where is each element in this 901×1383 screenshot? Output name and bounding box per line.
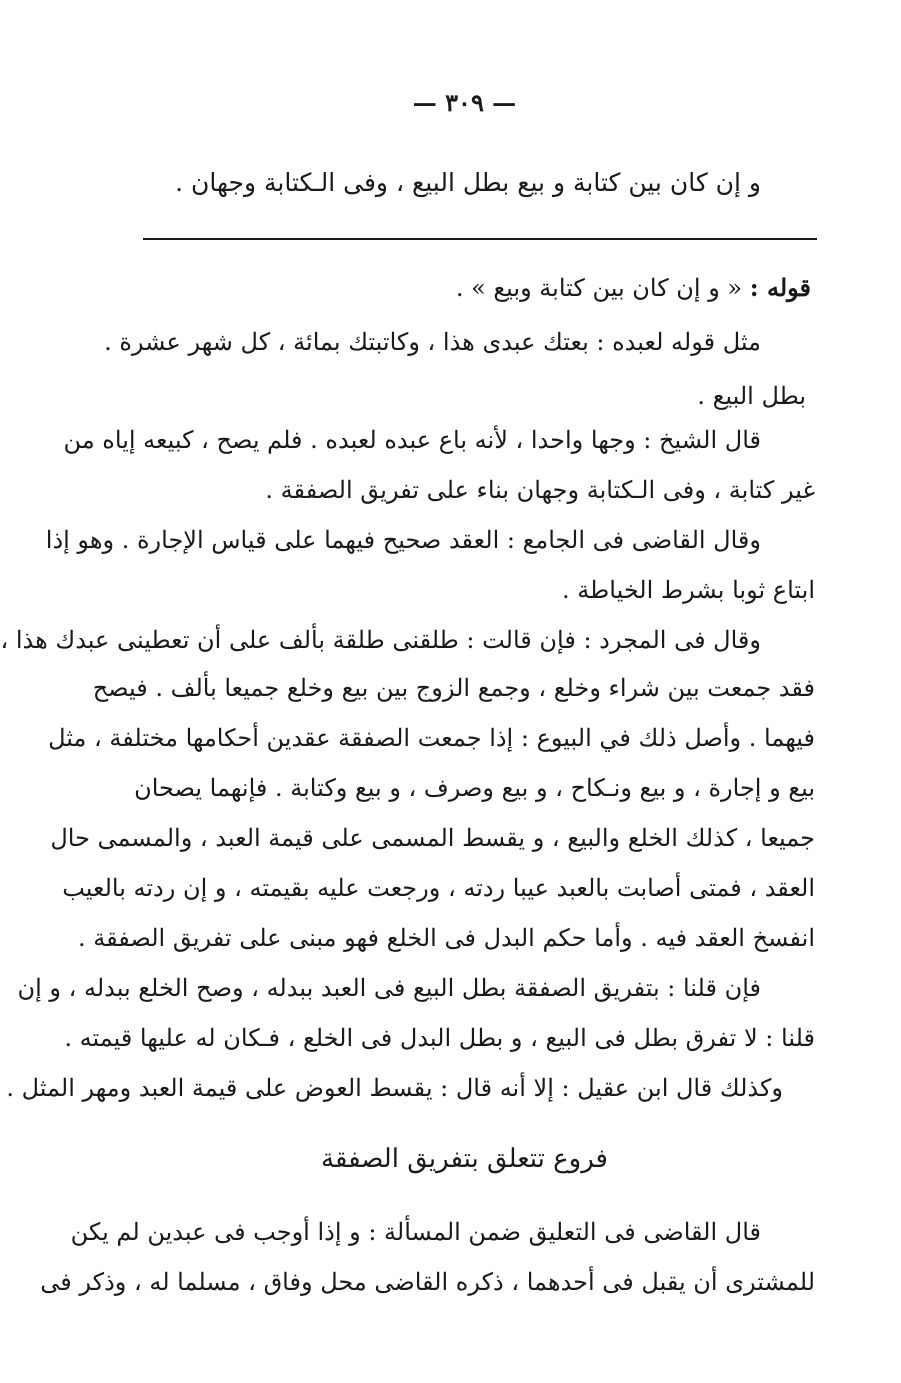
commentary-line: فقد جمعت بين شراء وخلع ، وجمع الزوج بين بيع وخلع جميعا بألف . فيصح: [92, 674, 815, 702]
section-line: للمشترى أن يقبل فى أحدهما ، ذكره القاضى محل وفاق ، مسلما له ، وذكر فى: [40, 1268, 815, 1296]
commentary-line: قلنا : لا تفرق بطل فى البيع ، و بطل البدل فى الخلع ، فـكان له عليها قيمته .: [64, 1024, 815, 1052]
commentary-line: [111, 268, 811, 308]
commentary-line: فيهما . وأصل ذلك في البيوع : إذا جمعت الصفقة عقدين أحكامها مختلفة ، مثل: [48, 724, 815, 752]
commentary-line: جميعا ، كذلك الخلع والبيع ، و يقسط المسمى على قيمة العبد ، والمسمى حال: [50, 824, 815, 852]
section-heading: فروع تتعلق بتفريق الصفقة: [321, 1144, 608, 1174]
qawl-quote: « و إن كان بين كتابة وبيع » .: [455, 274, 743, 302]
commentary-line: العقد ، فمتى أصابت بالعبد عيبا ردته ، ورجعت عليه بقيمته ، و إن ردته بالعيب: [62, 874, 815, 902]
commentary-line: فإن قلنا : بتفريق الصفقة بطل البيع فى العبد ببدله ، وصح الخلع ببدله ، و إن: [17, 974, 761, 1002]
commentary-line: قال الشيخ : وجها واحدا ، لأنه باع عبده لعبده . فلم يصح ، كبيعه إياه من: [63, 426, 761, 454]
commentary-line: غير كتابة ، وفى الـكتابة وجهان بناء على تفريق الصفقة .: [265, 476, 815, 504]
commentary-line: وكذلك قال ابن عقيل : إلا أنه قال : يقسط العوض على قيمة العبد ومهر المثل .: [6, 1074, 783, 1102]
separator-rule: [143, 238, 817, 240]
commentary-line: وقال فى المجرد : فإن قالت : طلقنى طلقة بألف على أن تعطينى عبدك هذا ،: [0, 626, 761, 654]
commentary-line: وقال القاضى فى الجامع : العقد صحيح فيهما على قياس الإجارة . وهو إذا: [45, 526, 761, 554]
commentary-line: بطل البيع .: [697, 382, 806, 410]
page-number: — ٣٠٩ —: [412, 88, 517, 117]
commentary-line: انفسخ العقد فيه . وأما حكم البدل فى الخلع فهو مبنى على تفريق الصفقة .: [78, 924, 815, 952]
commentary-line: مثل قوله لعبده : بعتك عبدى هذا ، وكاتبتك بمائة ، كل شهر عشرة .: [104, 328, 761, 356]
commentary-line: ابتاع ثوبا بشرط الخياطة .: [562, 576, 815, 604]
commentary-line: بيع و إجارة ، و بيع ونـكاح ، و بيع وصرف ، و بيع وكتابة . فإنهما يصحان: [134, 774, 815, 802]
matn-text: و إن كان بين كتابة و بيع بطل البيع ، وفى الـكتابة وجهان .: [175, 168, 761, 197]
qawl-label: قوله :: [749, 273, 811, 302]
section-line: قال القاضى فى التعليق ضمن المسألة : و إذا أوجب فى عبدين لم يكن: [70, 1218, 761, 1246]
